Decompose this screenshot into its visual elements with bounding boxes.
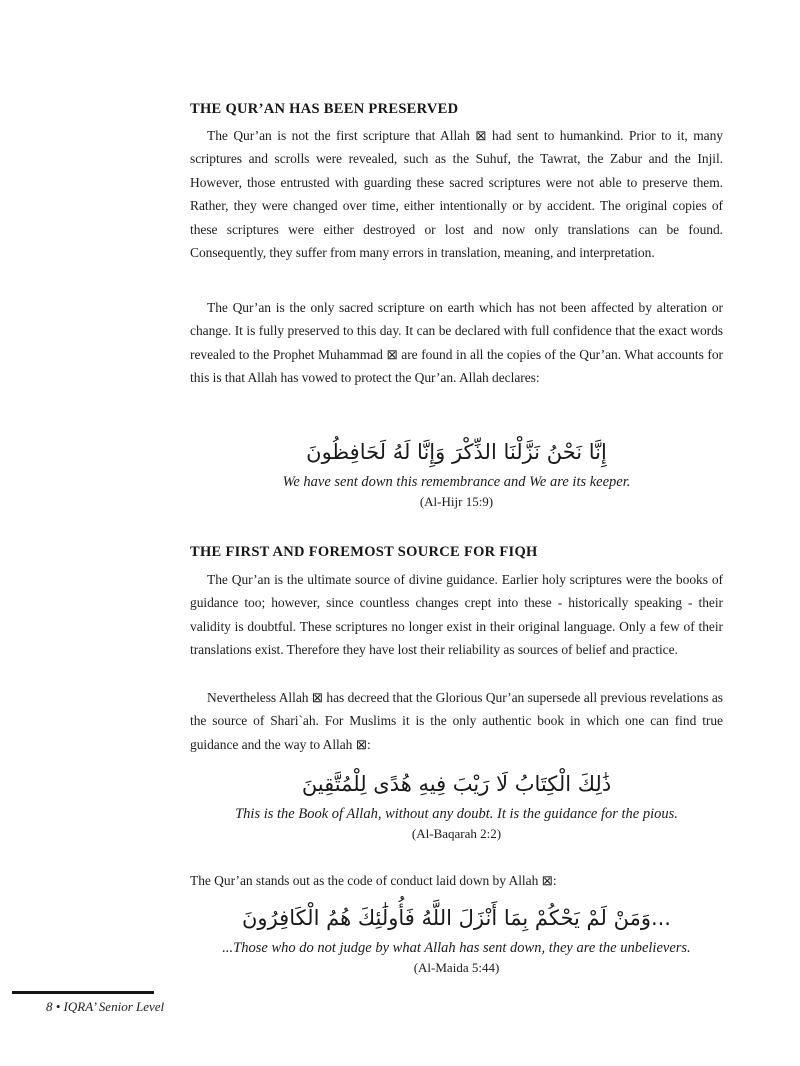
- footer-page-label: 8 • IQRA’ Senior Level: [46, 999, 165, 1014]
- paragraph: The Qur’an is not the first scripture that Allah ⊠ had sent to humankind. Prior to it, many scriptures and scrolls were revealed, such as the Suhuf, the Tawrat, the Zabur and the Injil. However, those entrusted with guarding these sacred scriptures were not able to preserve them. Rather, they were changed over time, either intentionally or by accident. The original copies of these scriptures were either destroyed or lost and now only translations can be found. Consequently, they suffer from many errors in translation, meaning, and interpretation.: [190, 128, 723, 261]
- paragraph: The Qur’an is the ultimate source of divine guidance. Earlier holy scriptures were the books of guidance too; however, since countless changes crept into these - historically speaking - their validity is doubtful. These scriptures no longer exist in their original language. Only a few of their translations exist. Therefore they have lost their reliability as sources of belief and practice.: [190, 572, 723, 658]
- section-1-paragraph-2: [190, 296, 723, 390]
- verse-reference: (Al-Maida 5:44): [413, 960, 500, 975]
- section-2-paragraph-2: [190, 686, 723, 756]
- paragraph: Nevertheless Allah ⊠ has decreed that the Glorious Qur’an supersede all previous revelations as the source of Shari`ah. For Muslims it is the only authentic book in which one can find true guidance and the way to Allah ⊠:: [190, 690, 723, 752]
- section-2-paragraph-1: [190, 568, 723, 662]
- verse-block-al-maida: [190, 898, 723, 977]
- verse-arabic-text: ذَٰلِكَ الْكِتَابُ لَا رَيْبَ فِيهِ هُدًى لِلْمُتَّقِينَ: [301, 772, 612, 796]
- verse-block-al-baqarah: [190, 764, 723, 843]
- section-1-paragraph-1: [190, 124, 723, 264]
- footer-rule: [12, 991, 154, 994]
- verse-block-al-hijr: [190, 432, 723, 511]
- paragraph: The Qur’an stands out as the code of conduct laid down by Allah ⊠:: [190, 873, 557, 888]
- verse-arabic-text: إِنَّا نَحْنُ نَزَّلْنَا الذِّكْرَ وَإِنَّا لَهُ لَحَافِظُونَ: [306, 440, 607, 464]
- section-2: [190, 544, 723, 561]
- section-2-heading: THE FIRST AND FOREMOST SOURCE FOR FIQH: [190, 544, 538, 560]
- paragraph: The Qur’an is the only sacred scripture on earth which has not been affected by alteration or change. It is fully preserved to this day. It can be declared with full confidence that the exact words revealed to the Prophet Muhammad ⊠ are found in all the copies of the Qur’an. What accounts for this is that Allah has vowed to protect the Qur’an. Allah declares:: [190, 300, 723, 386]
- section-3-paragraph-1: [190, 869, 723, 892]
- verse-arabic-text: ...وَمَنْ لَمْ يَحْكُمْ بِمَا أَنْزَلَ اللَّهُ فَأُولَٰئِكَ هُمُ الْكَافِرُونَ: [242, 906, 671, 930]
- verse-reference: (Al-Baqarah 2:2): [411, 826, 502, 841]
- section-1: [190, 101, 723, 118]
- verse-translation: ...Those who do not judge by what Allah has sent down, they are the unbelievers.: [222, 940, 691, 956]
- section-1-heading: THE QUR’AN HAS BEEN PRESERVED: [190, 101, 459, 117]
- verse-translation: We have sent down this remembrance and We are its keeper.: [282, 474, 631, 490]
- verse-reference: (Al-Hijr 15:9): [419, 494, 494, 509]
- verse-translation: This is the Book of Allah, without any doubt. It is the guidance for the pious.: [235, 806, 678, 822]
